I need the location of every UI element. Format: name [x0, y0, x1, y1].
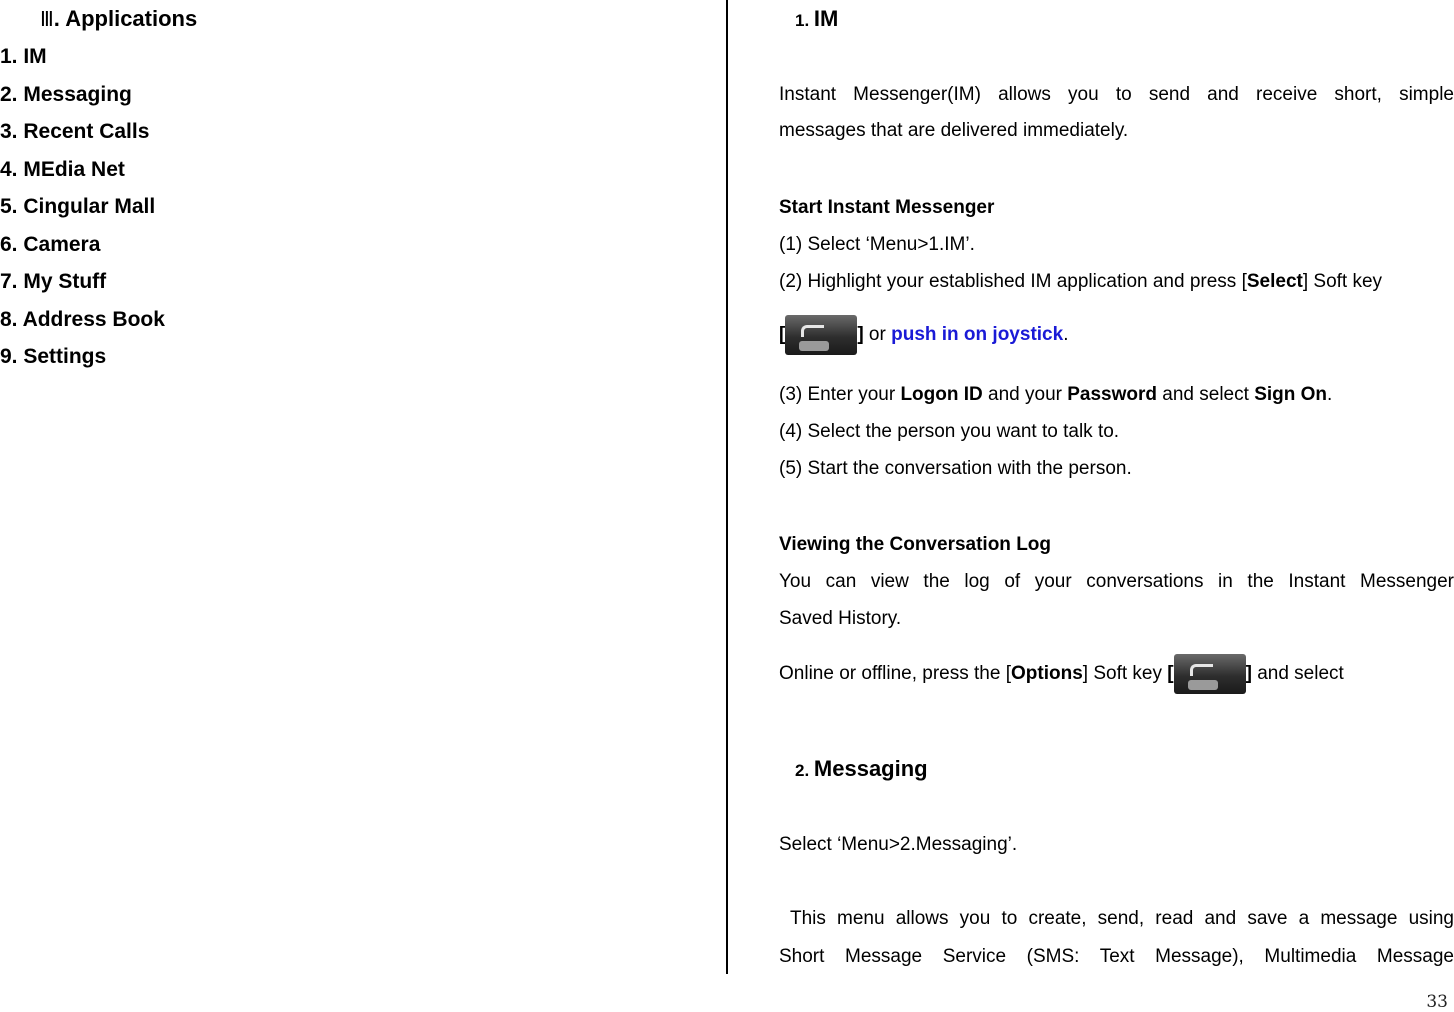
period: . — [1063, 324, 1069, 345]
online-offline-line — [779, 652, 1454, 696]
bracket-close: ] — [1245, 663, 1252, 684]
toc-item-camera: 6. Camera — [0, 232, 101, 256]
messaging-line-1: This menu allows you to create, send, read and save a message using — [790, 908, 1454, 929]
page-number: 33 — [1426, 992, 1448, 1012]
step-2-continued — [779, 313, 1454, 357]
step-1: (1) Select ‘Menu>1.IM’. — [779, 234, 975, 255]
step-3-period: . — [1327, 384, 1333, 405]
online-text-a: Online or offline, press the [ — [779, 663, 1011, 684]
section-title: Messaging — [813, 756, 928, 781]
messaging-select: Select ‘Menu>2.Messaging’. — [779, 834, 1018, 855]
left-column — [0, 0, 725, 1012]
soft-key-button-icon — [1174, 654, 1246, 694]
step-3-text-c: and select — [1157, 384, 1255, 405]
online-text-b: ] Soft key — [1082, 663, 1168, 684]
step-3-text-b: and your — [982, 384, 1068, 405]
conversation-log-heading: Viewing the Conversation Log — [779, 534, 1052, 555]
right-column — [779, 0, 1454, 1012]
toc-item-media-net: 4. MEdia Net — [0, 157, 125, 181]
chapter-title — [40, 6, 197, 32]
logon-id-label: Logon ID — [900, 384, 983, 405]
select-key-label: Select — [1246, 271, 1303, 292]
toc-item-recent-calls: 3. Recent Calls — [0, 120, 150, 143]
step-4: (4) Select the person you want to talk to. — [779, 421, 1120, 442]
online-text-c: and select — [1251, 663, 1344, 684]
start-im-heading: Start Instant Messenger — [779, 197, 995, 218]
toc-item-address-book: 8. Address Book — [0, 307, 165, 331]
section-number: 1. — [795, 11, 814, 30]
messaging-line-2: Short Message Service (SMS: Text Message), Multimedia Message — [779, 946, 1454, 967]
soft-key-button-icon — [785, 315, 857, 355]
toc-item-messaging: 2. Messaging — [0, 82, 132, 106]
bracket-open: [ — [779, 324, 786, 345]
im-intro-line-2: messages that are delivered immediately. — [779, 120, 1129, 141]
or-text: or — [863, 324, 892, 345]
section-title: IM — [813, 6, 839, 31]
bracket-close: ] — [857, 324, 864, 345]
toc-item-cingular-mall: 5. Cingular Mall — [0, 195, 156, 218]
sign-on-label: Sign On — [1254, 384, 1328, 405]
chapter-numeral: Ⅲ — [40, 7, 54, 31]
step-3-text-a: (3) Enter your — [779, 384, 901, 405]
step-2-text: (2) Highlight your established IM application and press [ — [779, 271, 1247, 292]
step-5: (5) Start the conversation with the person. — [779, 458, 1132, 479]
log-line-2: Saved History. — [779, 608, 902, 629]
bracket-open: [ — [1167, 663, 1174, 684]
column-divider — [726, 0, 728, 974]
section-heading-messaging — [795, 756, 928, 782]
joystick-text: push in on joystick — [891, 324, 1064, 345]
chapter-title-text: . Applications — [53, 6, 198, 31]
options-key-label: Options — [1011, 663, 1083, 684]
toc-item-my-stuff: 7. My Stuff — [0, 270, 107, 293]
step-3 — [779, 383, 1454, 407]
log-line-1: You can view the log of your conversations in the Instant Messenger — [779, 571, 1454, 592]
section-number: 2. — [795, 761, 814, 780]
application-list — [0, 38, 165, 376]
section-heading-im — [795, 6, 838, 32]
toc-item-im: 1. IM — [0, 45, 47, 68]
password-label: Password — [1067, 384, 1158, 405]
toc-item-settings: 9. Settings — [0, 345, 107, 368]
step-2 — [779, 270, 1454, 294]
im-intro-line-1: Instant Messenger(IM) allows you to send and receive short, simple — [779, 84, 1454, 105]
step-2-suffix: ] Soft key — [1302, 271, 1383, 292]
